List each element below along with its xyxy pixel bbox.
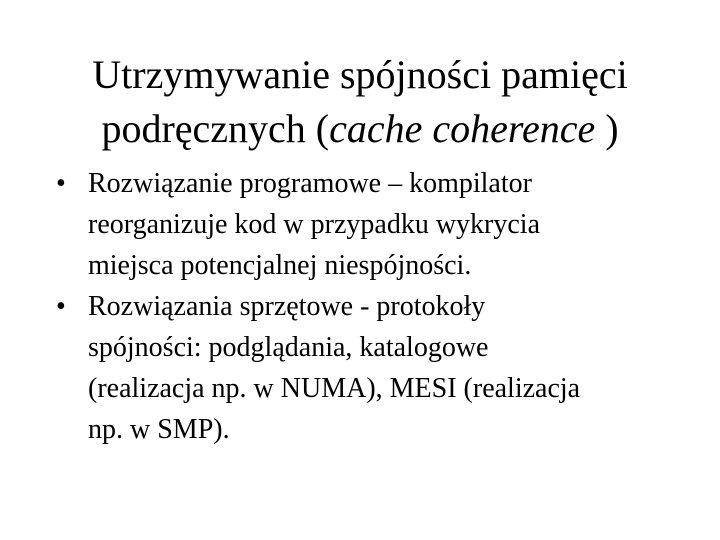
bullet-list xyxy=(56,163,676,450)
title-line-1: Utrzymywanie spójności pamięci xyxy=(92,52,628,97)
title-italic-term: cache coherence xyxy=(329,106,596,151)
bullet-text xyxy=(88,286,676,450)
bullet-line: np. w SMP). xyxy=(88,414,230,445)
bullet-line: miejsca potencjalnej niespójności. xyxy=(88,250,472,281)
bullet-item xyxy=(56,163,676,286)
bullet-dot-icon: • xyxy=(56,291,66,322)
bullet-line: spójności: podglądania, katalogowe xyxy=(88,332,489,363)
bullet-line: reorganizuje kod w przypadku wykrycia xyxy=(88,209,540,240)
bullet-text xyxy=(88,163,676,286)
bullet-item xyxy=(56,286,676,450)
title-line-2-prefix: podręcznych ( xyxy=(101,106,330,151)
bullet-line: (realizacja np. w NUMA), MESI (realizacja xyxy=(88,373,581,404)
title-line-2-suffix: ) xyxy=(595,106,619,151)
slide-title xyxy=(40,48,680,156)
bullet-dot-icon: • xyxy=(56,168,66,199)
title-line-2 xyxy=(40,102,680,156)
bullet-line: Rozwiązania sprzętowe - protokoły xyxy=(88,291,486,322)
bullet-line: Rozwiązanie programowe – kompilator xyxy=(88,168,532,199)
